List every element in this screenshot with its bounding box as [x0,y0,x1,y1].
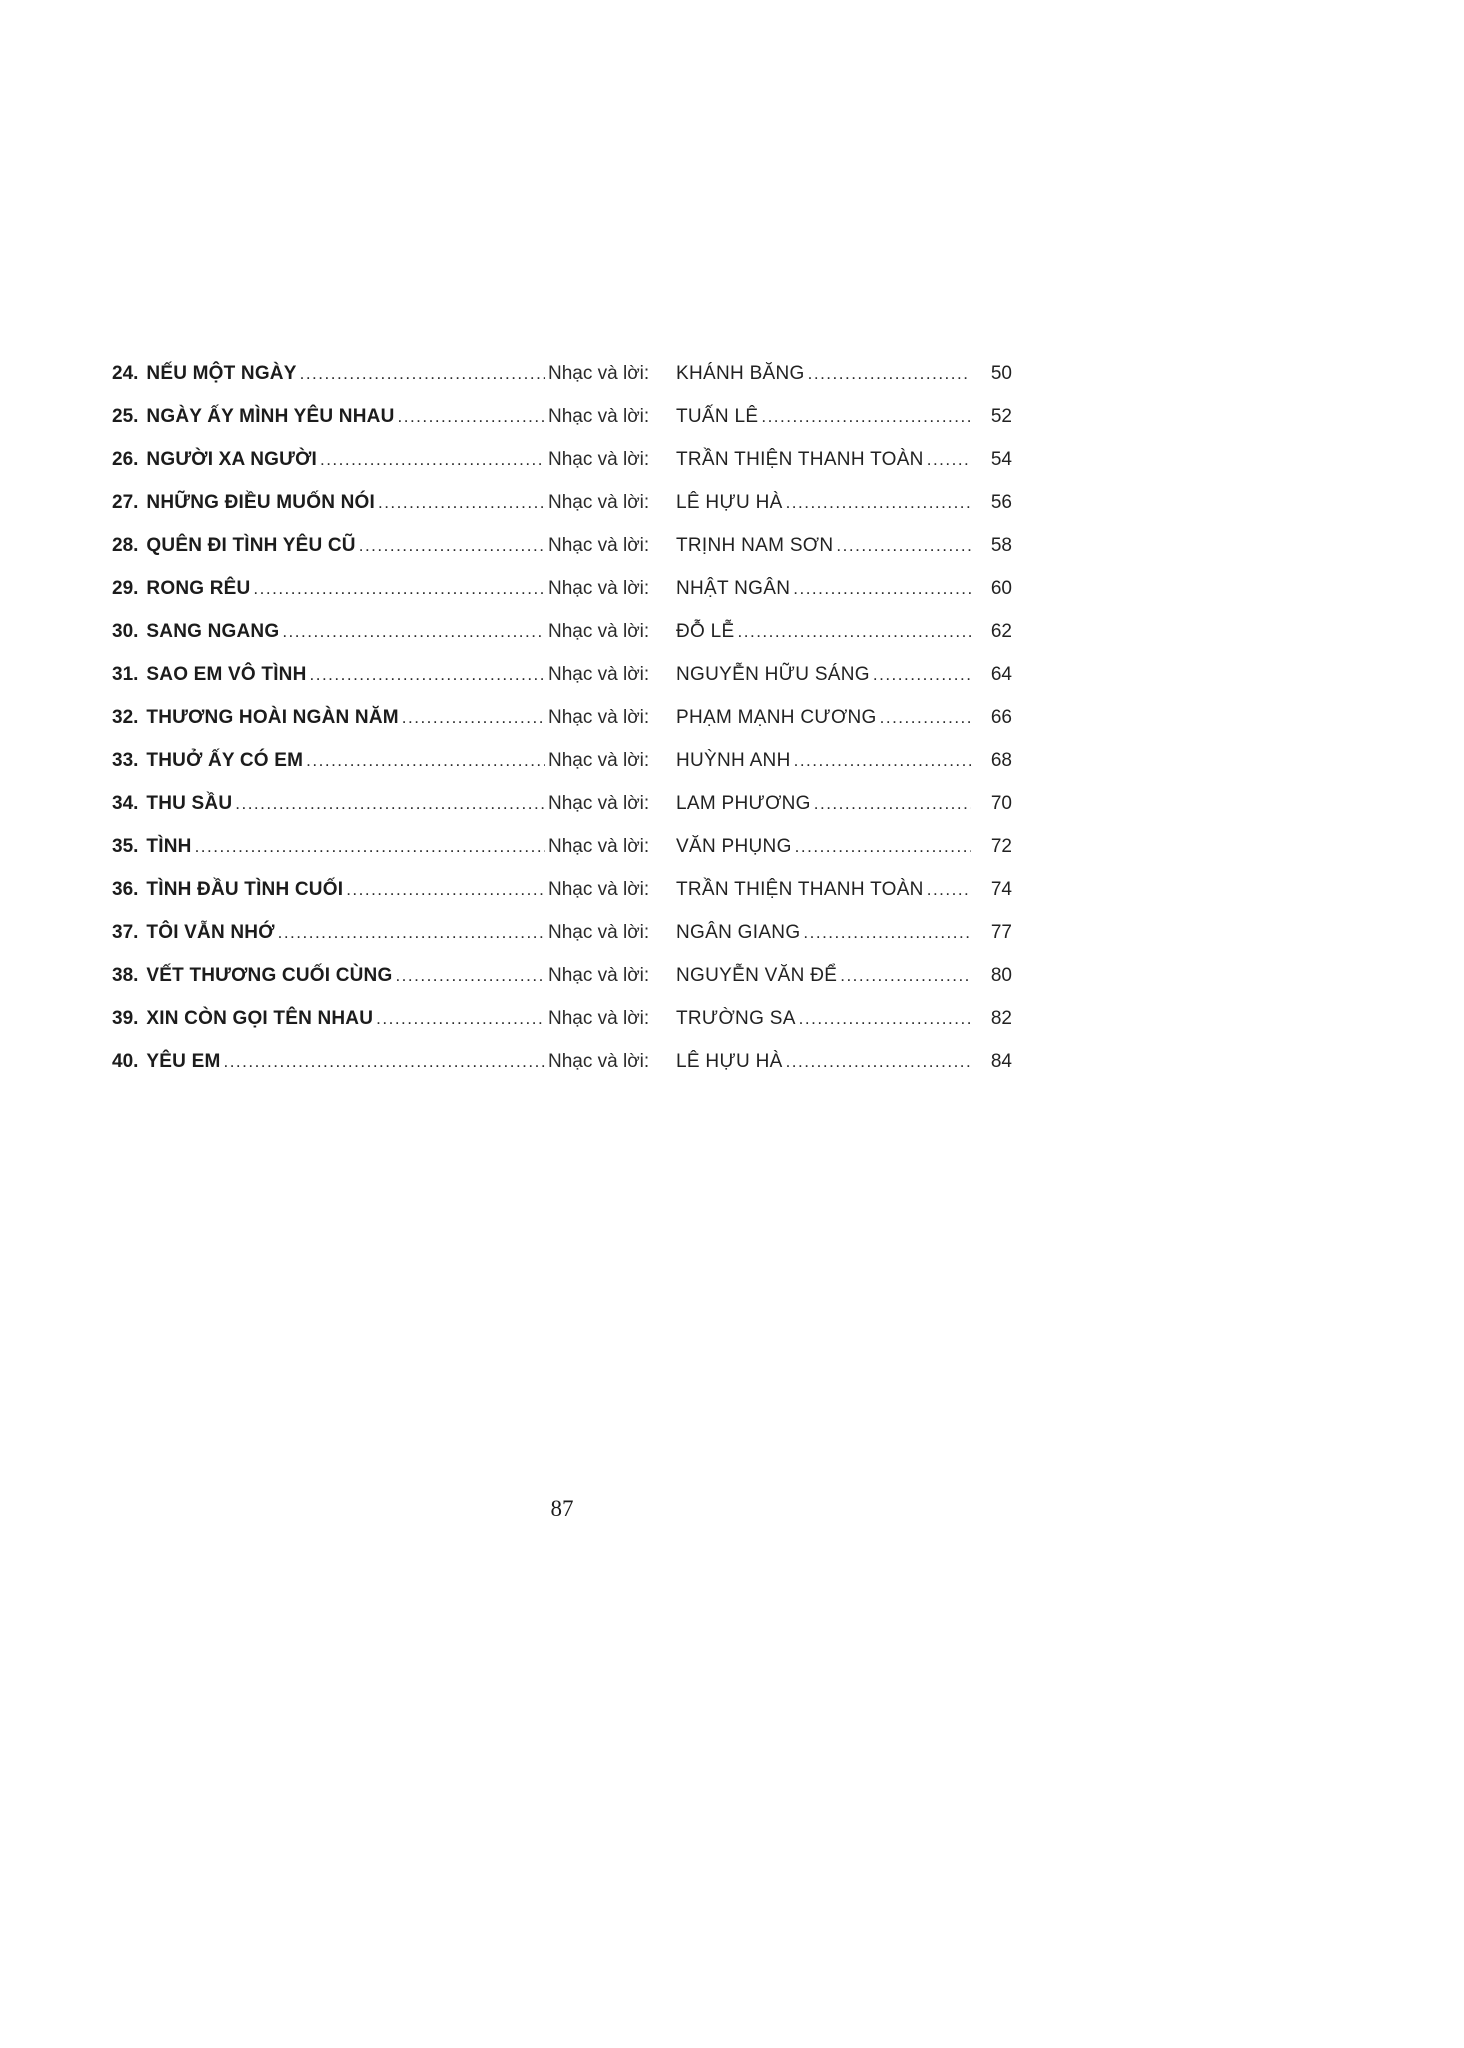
music-and-lyrics-label: Nhạc và lời: [548,707,650,728]
entry-number: 30. [112,621,139,642]
dot-leader [253,567,545,610]
title-cell [112,567,548,610]
toc-entry [112,911,1012,954]
entry-author: PHẠM MẠNH CƯƠNG [676,707,877,728]
title-cell [112,911,548,954]
toc-entry [112,696,1012,739]
entry-page-number: 74 [990,879,1012,900]
entry-page-number: 70 [990,793,1012,814]
entry-number: 31. [112,664,139,685]
entry-title: VẾT THƯƠNG CUỐI CÙNG [146,965,393,986]
entry-author: TRẦN THIỆN THANH TOÀN [676,449,924,470]
music-and-lyrics-label: Nhạc và lời: [548,535,650,556]
dot-leader [761,395,971,438]
dot-leader [300,352,545,395]
dot-leader [402,696,545,739]
entry-author: NGUYỄN HỮU SÁNG [676,664,870,685]
entry-number: 26. [112,449,139,470]
entry-number: 40. [112,1051,139,1072]
title-cell [112,438,548,481]
dot-leader [927,868,971,911]
music-and-lyrics-label: Nhạc và lời: [548,836,650,857]
dot-leader [223,1040,545,1083]
dot-leader [378,481,545,524]
entry-page-number: 54 [990,449,1012,470]
music-and-lyrics-label: Nhạc và lời: [548,449,650,470]
entry-number: 37. [112,922,139,943]
dot-leader [310,653,545,696]
entry-title: SAO EM VÔ TÌNH [146,664,307,685]
toc-entry [112,352,1012,395]
entry-author: KHÁNH BĂNG [676,363,805,384]
toc-entry [112,868,1012,911]
entry-page-number: 56 [990,492,1012,513]
entry-page-number: 77 [990,922,1012,943]
title-cell [112,352,548,395]
entry-author: LAM PHƯƠNG [676,793,811,814]
music-and-lyrics-label: Nhạc và lời: [548,578,650,599]
dot-leader [814,782,971,825]
author-cell [676,524,974,567]
entry-title: QUÊN ĐI TÌNH YÊU CŨ [146,535,356,556]
entry-page-number: 58 [990,535,1012,556]
author-cell [676,997,974,1040]
entry-author: TUẤN LÊ [676,406,759,427]
dot-leader [927,438,971,481]
title-cell [112,997,548,1040]
title-cell [112,782,548,825]
entry-page-number: 80 [990,965,1012,986]
author-cell [676,868,974,911]
toc-entry [112,524,1012,567]
dot-leader [873,653,971,696]
entry-page-number: 52 [990,406,1012,427]
music-and-lyrics-label: Nhạc và lời: [548,793,650,814]
entry-number: 27. [112,492,139,513]
dot-leader [786,1040,971,1083]
dot-leader [306,739,545,782]
entry-number: 38. [112,965,139,986]
entry-number: 28. [112,535,139,556]
title-cell [112,610,548,653]
title-cell [112,395,548,438]
author-cell [676,696,974,739]
toc-list [112,352,1012,1083]
toc-entry [112,395,1012,438]
entry-page-number: 60 [990,578,1012,599]
entry-title: NGÀY ẤY MÌNH YÊU NHAU [146,406,395,427]
toc-entry [112,567,1012,610]
author-cell [676,739,974,782]
toc-entry [112,610,1012,653]
entry-number: 34. [112,793,139,814]
entry-number: 25. [112,406,139,427]
music-and-lyrics-label: Nhạc và lời: [548,621,650,642]
entry-number: 24. [112,363,139,384]
entry-author: NGUYỄN VĂN ĐỂ [676,965,838,986]
entry-number: 33. [112,750,139,771]
entry-page-number: 84 [990,1051,1012,1072]
title-cell [112,825,548,868]
toc-entry [112,438,1012,481]
author-cell [676,954,974,997]
toc-entry [112,653,1012,696]
entry-title: TÌNH ĐẦU TÌNH CUỐI [146,879,344,900]
title-cell [112,1040,548,1083]
entry-title: YÊU EM [146,1051,221,1072]
author-cell [676,911,974,954]
entry-title: XIN CÒN GỌI TÊN NHAU [146,1008,374,1029]
dot-leader [880,696,971,739]
entry-title: NẾU MỘT NGÀY [146,363,297,384]
footer-page-number: 87 [550,1496,574,1521]
entry-author: TRỊNH NAM SƠN [676,535,834,556]
entry-author: HUỲNH ANH [676,750,791,771]
entry-number: 36. [112,879,139,900]
dot-leader [840,954,971,997]
toc-entry [112,481,1012,524]
entry-page-number: 68 [990,750,1012,771]
title-cell [112,653,548,696]
author-cell [676,567,974,610]
entry-author: TRƯỜNG SA [676,1008,796,1029]
music-and-lyrics-label: Nhạc và lời: [548,492,650,513]
dot-leader [195,825,545,868]
entry-number: 35. [112,836,139,857]
author-cell [676,825,974,868]
music-and-lyrics-label: Nhạc và lời: [548,750,650,771]
music-and-lyrics-label: Nhạc và lời: [548,965,650,986]
dot-leader [836,524,971,567]
dot-leader [799,997,971,1040]
dot-leader [320,438,545,481]
entry-title: NHỮNG ĐIỀU MUỐN NÓI [146,492,375,513]
author-cell [676,352,974,395]
entry-title: THU SẦU [146,793,233,814]
entry-title: TÔI VẪN NHỚ [146,922,275,943]
title-cell [112,868,548,911]
dot-leader [235,782,545,825]
entry-number: 29. [112,578,139,599]
music-and-lyrics-label: Nhạc và lời: [548,879,650,900]
music-and-lyrics-label: Nhạc và lời: [548,406,650,427]
toc-entry [112,997,1012,1040]
author-cell [676,438,974,481]
entry-page-number: 72 [990,836,1012,857]
entry-author: NHẬT NGÂN [676,578,791,599]
entry-title: SANG NGANG [146,621,280,642]
entry-page-number: 66 [990,707,1012,728]
dot-leader [808,352,971,395]
toc-entry [112,782,1012,825]
music-and-lyrics-label: Nhạc và lời: [548,1008,650,1029]
author-cell [676,481,974,524]
dot-leader [738,610,971,653]
music-and-lyrics-label: Nhạc và lời: [548,922,650,943]
dot-leader [282,610,545,653]
music-and-lyrics-label: Nhạc và lời: [548,1051,650,1072]
dot-leader [398,395,546,438]
title-cell [112,696,548,739]
entry-page-number: 64 [990,664,1012,685]
toc-entry [112,1040,1012,1083]
entry-title: THƯƠNG HOÀI NGÀN NĂM [146,707,399,728]
entry-author: ĐỖ LỄ [676,621,735,642]
entry-title: NGƯỜI XA NGƯỜI [146,449,317,470]
dot-leader [795,825,971,868]
entry-page-number: 62 [990,621,1012,642]
dot-leader [786,481,971,524]
entry-page-number: 50 [990,363,1012,384]
author-cell [676,610,974,653]
dot-leader [376,997,545,1040]
dot-leader [793,567,971,610]
entry-page-number: 82 [990,1008,1012,1029]
entry-author: VĂN PHỤNG [676,836,792,857]
entry-author: LÊ HỰU HÀ [676,492,783,513]
music-and-lyrics-label: Nhạc và lời: [548,363,650,384]
entry-number: 39. [112,1008,139,1029]
entry-title: TÌNH [146,836,192,857]
toc-entry [112,739,1012,782]
entry-author: TRẦN THIỆN THANH TOÀN [676,879,924,900]
dot-leader [803,911,971,954]
dot-leader [346,868,545,911]
toc-entry [112,825,1012,868]
toc-entry [112,954,1012,997]
dot-leader [395,954,545,997]
author-cell [676,782,974,825]
author-cell [676,1040,974,1083]
title-cell [112,739,548,782]
music-and-lyrics-label: Nhạc và lời: [548,664,650,685]
title-cell [112,524,548,567]
dot-leader [794,739,971,782]
author-cell [676,653,974,696]
author-cell [676,395,974,438]
entry-author: NGÂN GIANG [676,922,801,943]
entry-title: THUỞ ẤY CÓ EM [146,750,304,771]
entry-title: RONG RÊU [146,578,251,599]
title-cell [112,481,548,524]
entry-number: 32. [112,707,139,728]
dot-leader [278,911,545,954]
dot-leader [359,524,545,567]
title-cell [112,954,548,997]
entry-author: LÊ HỰU HÀ [676,1051,783,1072]
